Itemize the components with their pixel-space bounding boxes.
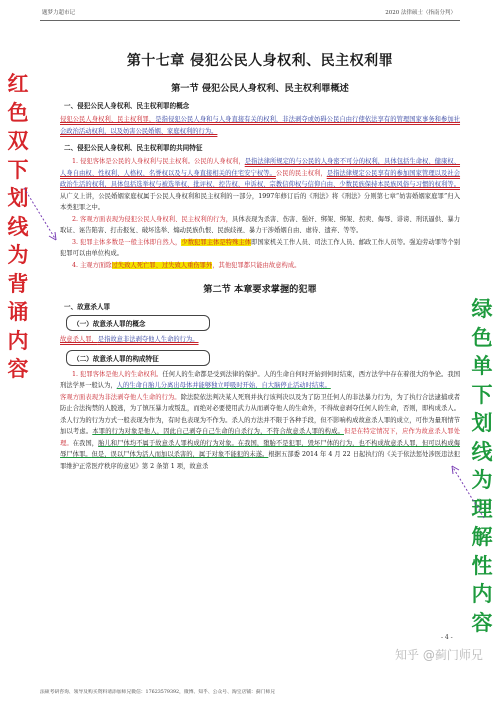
- watermark: 知乎 @蓟门师兄: [395, 648, 483, 662]
- footer-contact: 法硕考研咨询、领导及购买资料请添加师兄微信：17623579392，微博、知乎、公众号、淘宝店铺：蓟门师兄: [40, 690, 276, 695]
- legend-green-note: 绿色单下划线为理解性内容: [471, 297, 493, 635]
- murder-feature-1-lead: 1. 犯罪客体是他人的生命权利。: [72, 370, 163, 378]
- murder-term: 故意杀人罪，: [60, 336, 98, 343]
- feature-4-paragraph: [60, 260, 460, 272]
- murder-definition-text: 是指故意非法剥夺他人生命的行为。: [97, 336, 199, 343]
- life-span-underlined: 人的生命自胎儿分离出母体并能够独立呼吸时开始，自大脑停止活动时结束。: [116, 382, 331, 389]
- header-left: 题梦力超市记: [42, 10, 76, 16]
- murder-feature-1: [60, 369, 460, 392]
- feature-2-text: 具体表现为杀害、伤害、强奸、绑架、绑架、拐卖、侮辱、诽谤、刑讯逼供、暴力取证、诬告陷害、打击报复、破坏选举、煽动民族仇恨、民族歧视、暴力干涉婚姻自由、虐待、遗弃、等等。: [60, 215, 461, 234]
- impossible-object-underlined: 但是，误以尸体为活人而加以杀害的，属于对象不能犯的未遂。: [91, 451, 269, 458]
- regulation-text: 根据五部委 2014 年 4 月 22 日起执行的《关于依法惩处涉医违法犯罪维护正常医疗秩序的意见》第 2 条第 1 项，故意杀: [60, 451, 461, 470]
- murder-feature-2-lead: 客观方面表现为非法剥夺他人生命的行为。: [60, 393, 181, 401]
- chapter-title: 第十七章 侵犯公民人身权利、民主权利罪: [126, 53, 394, 69]
- murder-definition: [60, 334, 460, 346]
- feature-1-note: 从广义上讲，公民婚姻家庭权属于公民人身权利和民主权利的一部分，1997年修订后的《刑法》将《刑法》分则第七章“妨害婚姻家庭罪”归入本类犯罪之中。: [60, 192, 460, 211]
- in-china-text: 在我国，: [72, 439, 99, 447]
- feature-4-highlight: 过失致人死亡罪、过失致人重伤罪外: [111, 261, 213, 269]
- legend-red-note: 红色双下划线为背诵内容: [7, 72, 29, 381]
- section2-heading-murder: 一、故意杀人罪: [64, 303, 111, 311]
- section1-title: 第一节 侵犯公民人身权利、民主权利罪概述: [171, 83, 349, 94]
- header-divider: [40, 20, 460, 21]
- personal-rights-term: 公民的人身权利，: [194, 158, 245, 165]
- feature-2-paragraph: [60, 214, 460, 237]
- personal-rights-definition: 是指法律所规定的与公民的人身密不可分的权利，具体包括生命权、健康权、人身自由权、性权利、人格权、名誉权以及与人身直接相关的住宅安宁权等。: [60, 158, 461, 177]
- section1-concept-paragraph: [60, 114, 460, 137]
- murder-feature-1-text: 任何人的生命都是受到法律的保护。人的生命自何时开始到何时结束，西方法学中存在着很大的争论。我国刑法学界一般认为，: [60, 370, 461, 389]
- feature-1-paragraph: [60, 156, 460, 214]
- democratic-rights-definition: 是指法律规定公民享有的参加国家管理以及社会政治生活的权利，具体包括选举权与被选举权、批评权、控告权、申诉权、宗教信仰权与信仰自由、少数民族保持本民族风俗与习惯的权利等。: [60, 169, 461, 188]
- term-text: 侵犯公民人身权利、民主权利罪，: [60, 116, 156, 123]
- section1-heading-features: 二、侵犯公民人身权利、民主权利罪的共同特征: [64, 144, 203, 152]
- page-body: [60, 30, 460, 472]
- feature-4-lead: 4. 主观方面除: [72, 261, 112, 269]
- page-number: - 4 -: [441, 634, 453, 641]
- murder-feature-2: [60, 392, 460, 473]
- feature-2-lead: 2. 客观方面表现为侵犯公民人身权利、民主权利的行为，: [72, 215, 233, 223]
- democratic-rights-term: 公民的民主权利，: [275, 169, 327, 177]
- feature-4-text: ，其他犯罪都只能由故意构成。: [212, 261, 301, 269]
- special-case-note: 但是在特定情况下，应作为故意杀人罪处理。: [60, 428, 461, 447]
- definition-text: 是指侵犯公民人身和与人身直接有关的权利，非法剥夺或妨碍公民自由行使依法享有的管理国家事务和参加社会政治活动权利，以及妨害公民婚姻、家庭权利的行为。: [60, 116, 461, 135]
- section2-title: 第二节 本章要求掌握的犯罪: [203, 284, 317, 295]
- concept-box-heading: （一）故意杀人罪的概念: [66, 315, 210, 331]
- fetus-corpse-underlined: 胎儿和尸体均不属于故意杀人罪构成的行为对象。在我国，堕胎不是犯罪，毁坏尸体的行为，也不构成故意杀人罪，但可以构成侮辱尸体罪。: [60, 439, 461, 458]
- feature-3-highlight: 少数犯罪主体是特殊主体: [181, 238, 252, 246]
- feature-3-lead: 3. 犯罪主体多数是一般主体即自然人，: [72, 238, 182, 246]
- feature-3-text: 即国家机关工作人员、司法工作人员、邮政工作人员等。强迫劳动罪等个别犯罪可以由单位构成。: [60, 238, 461, 257]
- feature-1-lead: 1. 侵犯客体是公民的人身权利与民主权利。: [72, 158, 195, 165]
- header-right: 2020 法律硕士（指南分判）: [385, 10, 456, 16]
- object-note-underlined: 本罪的行为对象是他人，因此自己剥夺自己生命的自杀行为，不符合故意杀人罪的构成。: [92, 428, 344, 435]
- features-box-heading: （二）故意杀人罪的构成特征: [66, 350, 210, 366]
- section1-heading-concept: 一、侵犯公民人身权利、民主权利罪的概念: [64, 102, 190, 110]
- murder-feature-2-text: 除法院依法判决某人死刑并执行该判决以及为了防卫任何人的非法暴力行为，为了执行合法逮捕或者防止合法拘禁的人脱逃，为了镇压暴力或叛乱，而绝对必要使用武力从而剥夺他人的生命外，不得故意剥夺任何人的生命，否则，即构成杀人。杀人行为的行为方式一般表现为作为，有时也表现为不作为。杀人的方法并不限于各种手段，但不影响构成故意杀人罪的成立，可作为量刑情节加以考虑。: [60, 393, 461, 435]
- feature-3-paragraph: [60, 237, 460, 260]
